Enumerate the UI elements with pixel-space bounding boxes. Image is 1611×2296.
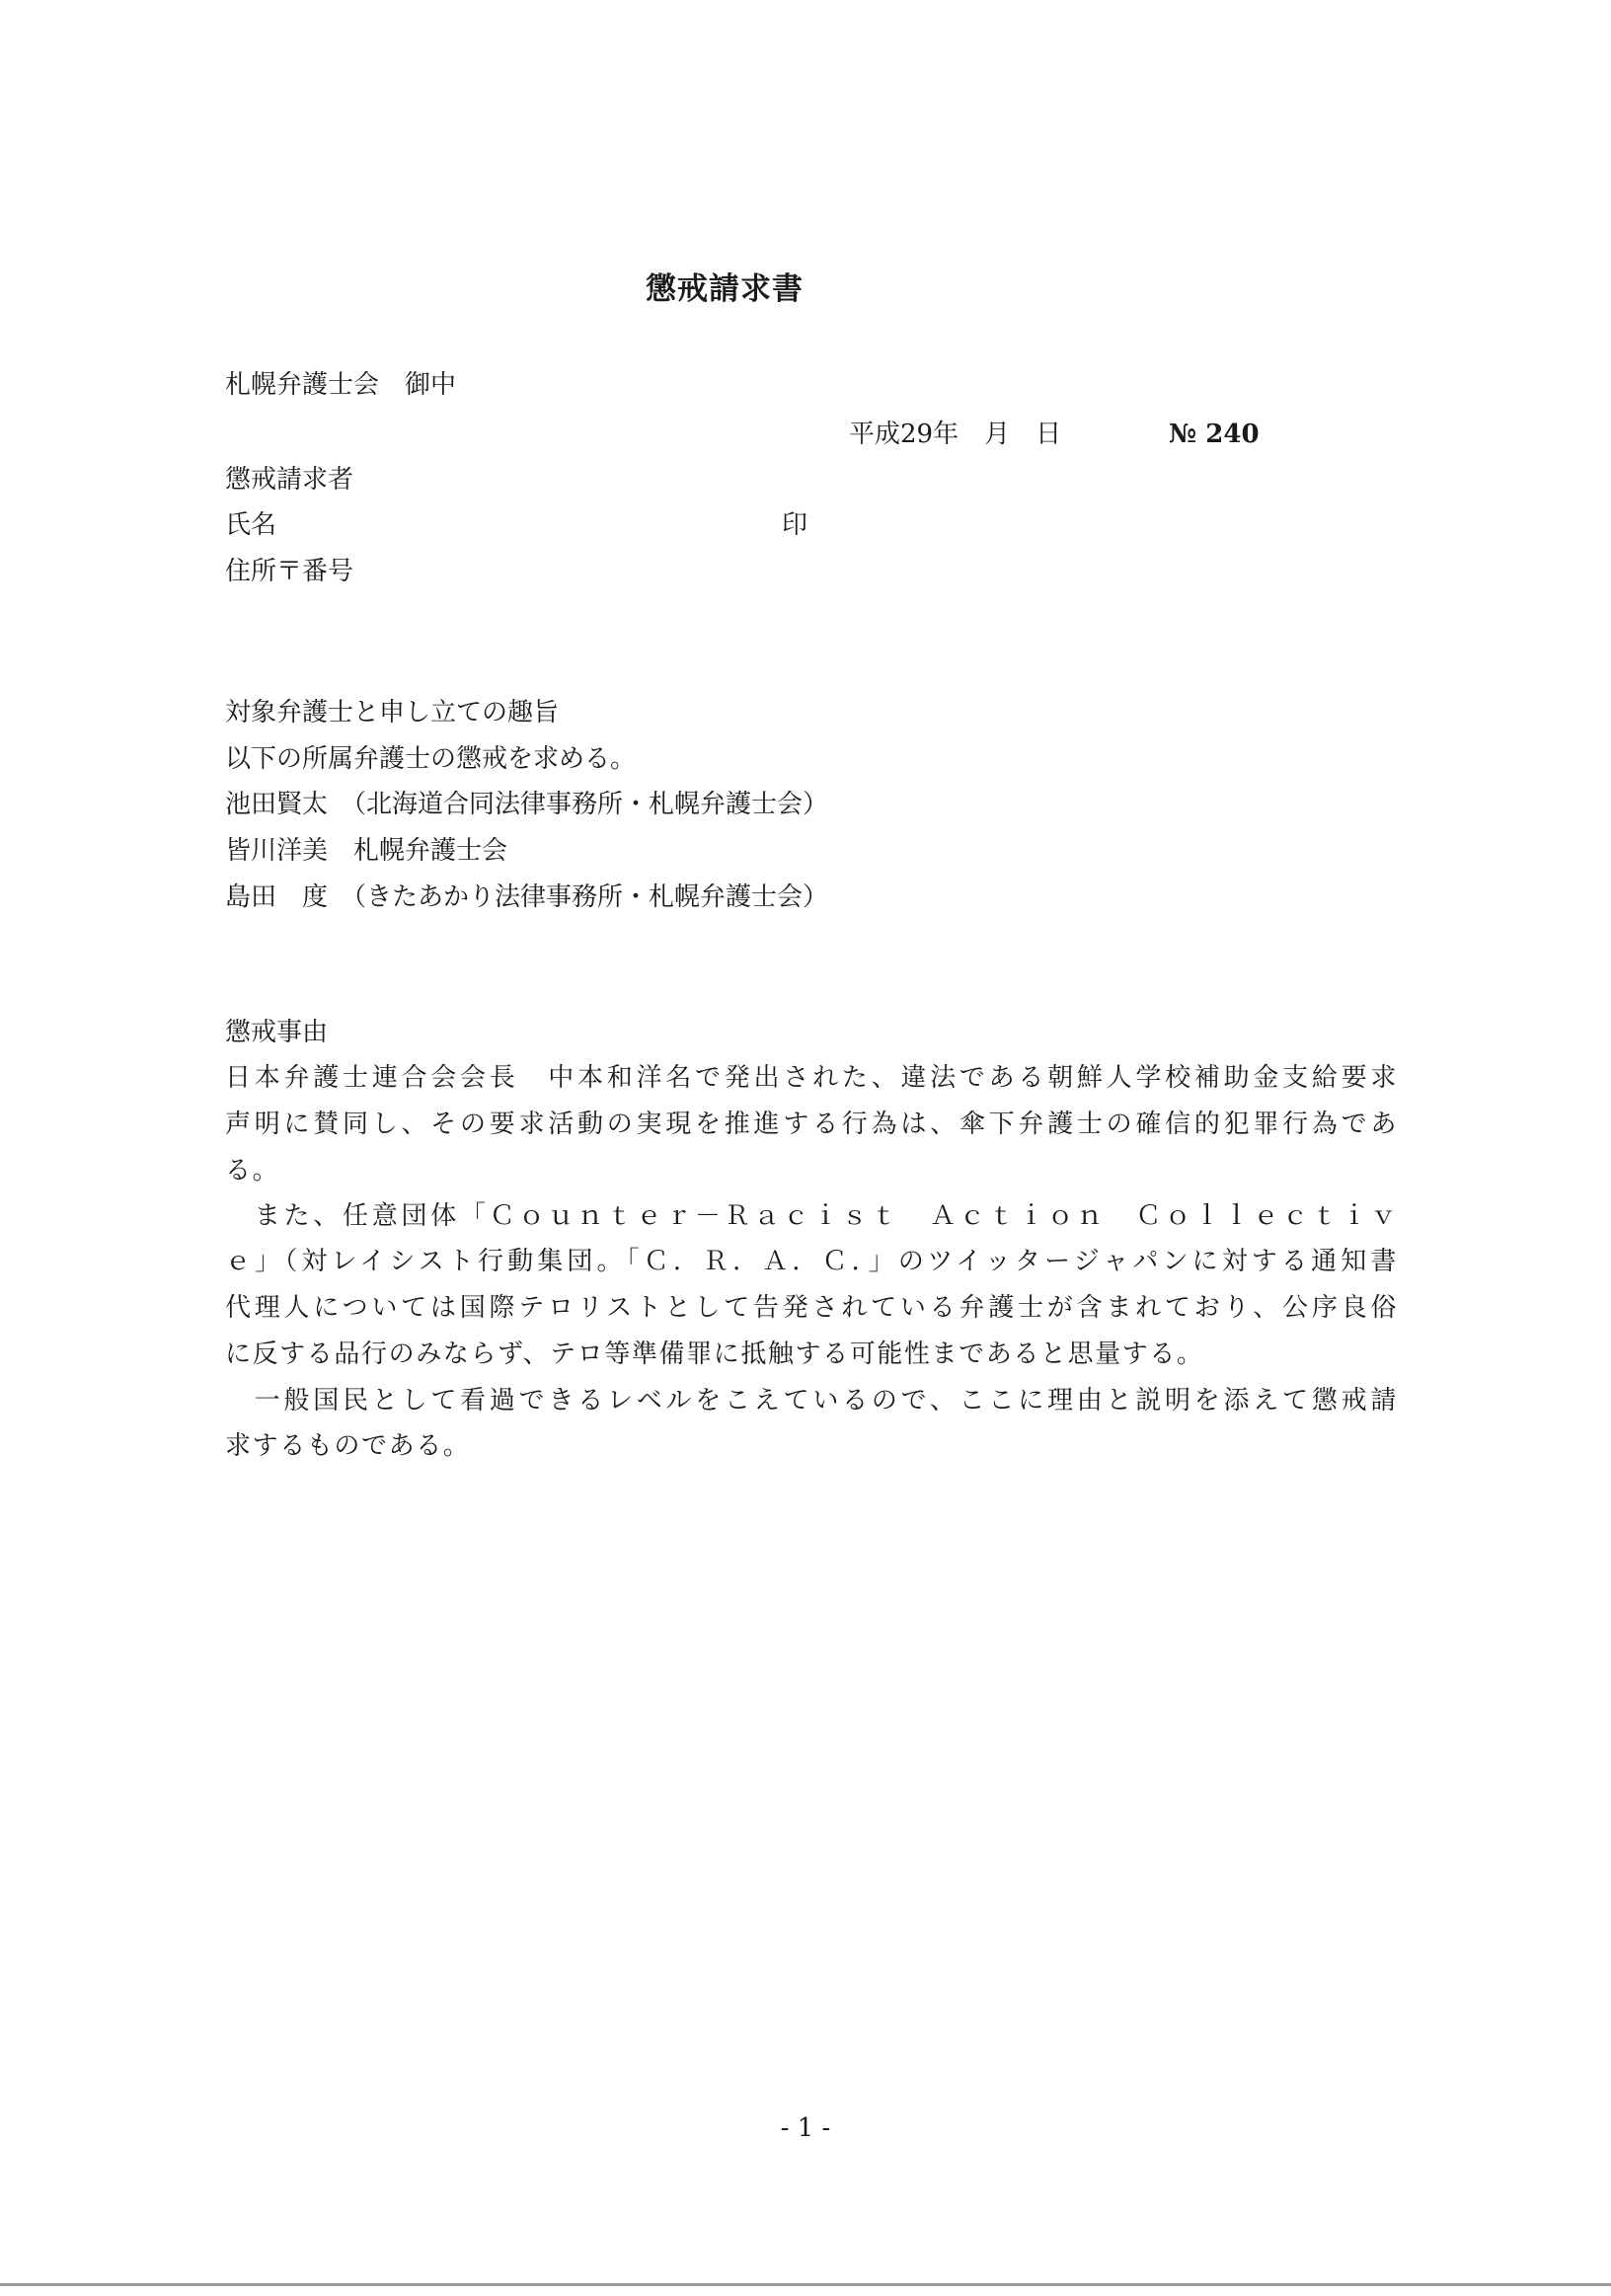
date-line: 平成29年 月 日: [849, 420, 1062, 449]
reason-heading: 懲戒事由: [225, 1018, 329, 1047]
document-title: 懲戒請求書: [646, 271, 804, 307]
reason-line: また、任意団体「Ｃｏｕｎｔｅｒ－Ｒａｃｉｓｔ Ａｃｔｉｏｎ Ｃｏｌｌｅｃｔｉｖ: [225, 1201, 1398, 1231]
page-number: - 1 -: [780, 2113, 831, 2143]
bottom-divider: [0, 2283, 1611, 2286]
reason-line: に反する品行のみならず、テロ等準備罪に抵触する可能性まであると思量する。: [225, 1339, 1204, 1369]
purpose-heading: 対象弁護士と申し立ての趣旨: [225, 698, 560, 727]
lawyer-entry: 島田 度 （きたあかり法律事務所・札幌弁護士会）: [225, 882, 829, 912]
reason-line: 代理人については国際テロリストとして告発されている弁護士が含まれており、公序良俗: [225, 1293, 1398, 1323]
seal-mark: 印: [782, 510, 808, 540]
addressee: 札幌弁護士会 御中: [225, 370, 457, 400]
name-label: 氏名: [225, 510, 277, 540]
reason-line: 声明に賛同し、その要求活動の実現を推進する行為は、傘下弁護士の確信的犯罪行為であ: [225, 1110, 1398, 1139]
reason-line: 求するものである。: [225, 1431, 471, 1461]
document-number: № 240: [1169, 420, 1260, 449]
reason-line: る。: [225, 1156, 280, 1186]
lawyer-entry: 池田賢太 （北海道合同法律事務所・札幌弁護士会）: [225, 790, 829, 819]
address-label: 住所〒番号: [225, 557, 354, 586]
requester-label: 懲戒請求者: [225, 465, 354, 495]
lawyer-entry: 皆川洋美 札幌弁護士会: [225, 836, 508, 866]
reason-line: 一般国民として看過できるレベルをこえているので、ここに理由と説明を添えて懲戒請: [225, 1386, 1398, 1416]
purpose-text: 以下の所属弁護士の懲戒を求める。: [225, 744, 637, 774]
reason-line: ｅ」（対レイシスト行動集団。「Ｃ．Ｒ．Ａ．Ｃ．」のツイッタージャパンに対する通知書: [225, 1247, 1398, 1276]
reason-line: 日本弁護士連合会会長 中本和洋名で発出された、違法である朝鮮人学校補助金支給要求: [225, 1063, 1398, 1093]
